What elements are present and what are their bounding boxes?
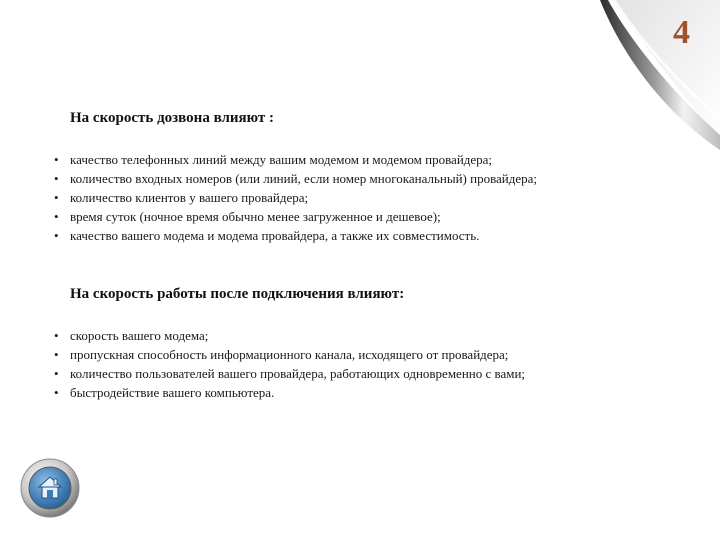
bullet-dot: •	[54, 209, 59, 224]
list-item-text: быстродействие вашего компьютера.	[70, 385, 275, 400]
list-item-text: качество телефонных линий между вашим модемом и модемом провайдера;	[70, 152, 493, 167]
list-item-text: качество вашего модема и модема провайдера, а также их совместимость.	[70, 228, 480, 243]
bullet-dot: •	[54, 347, 59, 362]
slide-number: 4	[673, 14, 690, 51]
section-heading-work-speed: На скорость работы после подключения влияют:	[70, 286, 405, 302]
work-speed-list	[54, 326, 614, 402]
bullet-dot: •	[54, 171, 59, 186]
list-item-text: скорость вашего модема;	[70, 328, 209, 343]
bullet-dot: •	[54, 385, 59, 400]
page-curl-icon	[600, 0, 720, 150]
list-item	[54, 169, 614, 188]
list-item	[54, 364, 614, 383]
list-item-text: пропускная способность информационного канала, исходящего от провайдера;	[70, 347, 509, 362]
bullet-dot: •	[54, 328, 59, 343]
bullet-dot: •	[54, 190, 59, 205]
list-item	[54, 226, 614, 245]
list-item	[54, 150, 614, 169]
list-item	[54, 207, 614, 226]
list-item	[54, 383, 614, 402]
bullet-dot: •	[54, 366, 59, 381]
list-item-text: количество пользователей вашего провайдера, работающих одновременно с вами;	[70, 366, 526, 381]
list-item-text: количество входных номеров (или линий, если номер многоканальный) провайдера;	[70, 171, 538, 186]
bullet-dot: •	[54, 152, 59, 167]
bullet-dot: •	[54, 228, 59, 243]
list-item	[54, 326, 614, 345]
list-item	[54, 345, 614, 364]
section-heading-dial-speed: На скорость дозвона влияют :	[70, 110, 275, 126]
list-item-text: время суток (ночное время обычно менее загруженное и дешевое);	[70, 209, 441, 224]
dial-speed-list	[54, 150, 614, 245]
list-item-text: количество клиентов у вашего провайдера;	[70, 190, 309, 205]
list-item	[54, 188, 614, 207]
home-icon	[20, 458, 80, 518]
home-button[interactable]	[20, 458, 80, 518]
